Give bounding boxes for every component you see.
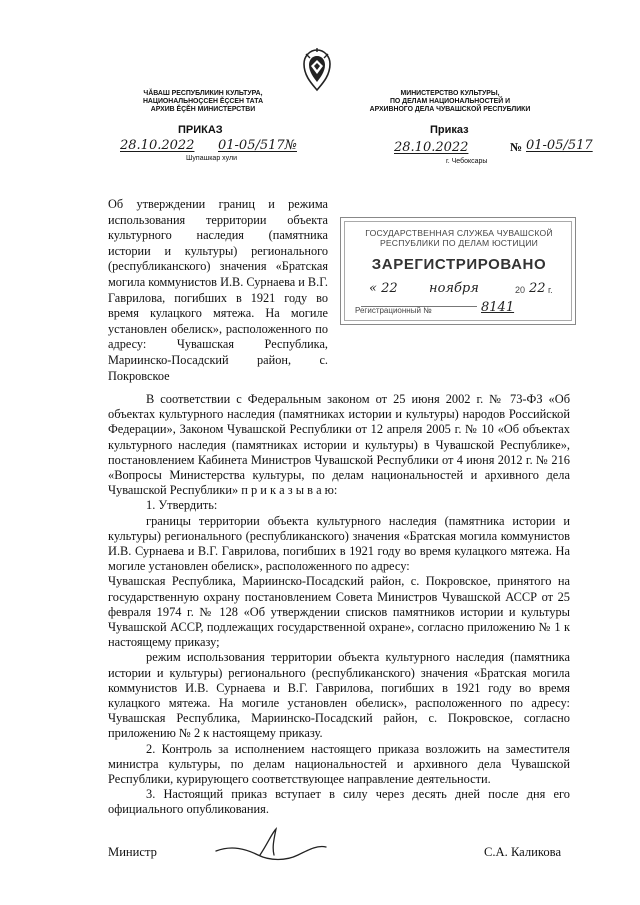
body-paragraph-1: В соответствии с Федеральным законом от 25 июня 2002 г. № 73-ФЗ «Об объектах культурного наследия (памятниках истории и культуры) народов Российской Федерации», Законом Чувашской Республики от 12 апреля 2005 г. № 10 «Об объектах культурного наследия (памятниках истории и культуры) в Чувашской Республике», постановлением Кабинета Министров Чувашской Республики от 4 июня 2012 г. № 216 «Вопросы Министерства культуры, по делам национальностей и архивного дела Чувашской Республики» п р и к а з ы в а ю:: [108, 392, 570, 498]
body-paragraph-3: границы территории объекта культурного наследия (памятника истории и культуры) регионального (республиканского) значения «Братская могила коммунистов И.В. Сурнаева и В.Г. Гаврилова, погибших в 1921 году во время кулацкого мятежа. На могиле установлен обелиск», расположенного по адресу:: [108, 513, 570, 574]
header-right-doc-type: Приказ: [430, 124, 469, 136]
body-paragraph-5: 2. Контроль за исполнением настоящего приказа возложить на заместителя министра культуры, по делам национальностей и архивного дела Чувашской Республики, курирующего соответствующее направление деятельности.: [108, 741, 570, 787]
header-left: [98, 90, 308, 115]
header-right: [330, 90, 570, 115]
header-right-line3: АРХИВНОГО ДЕЛА ЧУВАШСКОЙ РЕСПУБЛИКИ: [369, 106, 531, 114]
header-left-number: 01-05/517№: [218, 138, 297, 153]
header-left-line2: НАЦИОНАЛЬНОÇСЕН ĔÇСЕН ТАТА: [142, 98, 264, 106]
stamp-status: ЗАРЕГИСТРИРОВАНО: [371, 256, 547, 273]
handwritten-signature: [212, 825, 332, 865]
signatory-name: С.А. Каликова: [484, 845, 562, 859]
stamp-year-suffix: 22: [529, 281, 546, 296]
body-paragraph-2: 1. Утвердить:: [146, 498, 218, 513]
stamp-month: ноября: [429, 281, 479, 296]
header-left-line1: ЧĂВАШ РЕСПУБЛИКИН КУЛЬТУРА,: [143, 90, 263, 97]
coat-of-arms-emblem: [300, 48, 334, 92]
stamp-year-prefix: 20: [515, 285, 526, 295]
body-paragraph-4: режим использования территории объекта культурного наследия (памятника истории и культуры) регионального (республиканского) значения «Братская могила коммунистов И.В. Сурнаева и В.Г. Гаврилова, погибших в 1921 году во время кулацкого мятежа. На могиле установлен обелиск», расположенного по адресу: Чувашская Республика, Мариинско-Посадский район, с. Покровское, согласно приложению № 2 к настоящему приказу.: [108, 650, 570, 741]
body-paragraph-6: 3. Настоящий приказ вступает в силу через десять дней после дня его официального опубликования.: [108, 787, 570, 817]
stamp-reg-label: Регистрационный №: [355, 306, 432, 315]
header-right-date: 28.10.2022: [394, 140, 469, 155]
stamp-day: 22: [381, 281, 398, 296]
header-right-line2: ПО ДЕЛАМ НАЦИОНАЛЬНОСТЕЙ И: [389, 98, 511, 106]
stamp-line2: РЕСПУБЛИКИ ПО ДЕЛАМ ЮСТИЦИИ: [379, 238, 539, 248]
header-left-line3: АРХИВ ĔÇĔН МИНИСТЕРСТВИ: [150, 106, 256, 114]
signatory-position: Министр: [108, 845, 157, 859]
document-title: Об утверждении границ и режима использования территории объекта культурного наследия (памятника истории и культуры) регионального (республиканского) значения «Братская могила коммунистов И.В. Сурнаева и В.Г. Гаврилова, погибших в 1921 году во время кулацкого мятежа. На могиле установлен обелиск», расположенного по адресу: Чувашская Республика, Мариинско-Посадский район, с. Покровское: [108, 197, 328, 383]
registration-stamp: [340, 217, 576, 325]
header-left-date: 28.10.2022: [120, 138, 195, 153]
header-left-doc-type: ПРИКАЗ: [178, 124, 223, 136]
document-body: [108, 392, 570, 818]
header-left-place: Шупашкар хули: [186, 155, 238, 162]
header-right-number-prefix: №: [510, 140, 523, 154]
stamp-reg-number: 8141: [481, 300, 515, 315]
header-right-place: г. Чебоксары: [446, 158, 488, 165]
header-right-number: 01-05/517: [526, 138, 593, 153]
stamp-line1: ГОСУДАРСТВЕННАЯ СЛУЖБА ЧУВАШСКОЙ: [365, 228, 553, 238]
body-paragraph-3b: Чувашская Республика, Мариинско-Посадский район, с. Покровское, принятого на государственную охрану постановлением Совета Министров Чувашской АССР от 25 февраля 1974 г. № 128 «Об утверждении списков памятников истории и культуры Чувашской АССР, подлежащих государственной охране», согласно приложению № 1 к настоящему приказу;: [108, 574, 570, 650]
header-right-line1: МИНИСТЕРСТВО КУЛЬТУРЫ,: [400, 90, 500, 97]
stamp-year-end: г.: [548, 285, 553, 295]
stamp-quote-open: «: [369, 281, 377, 296]
